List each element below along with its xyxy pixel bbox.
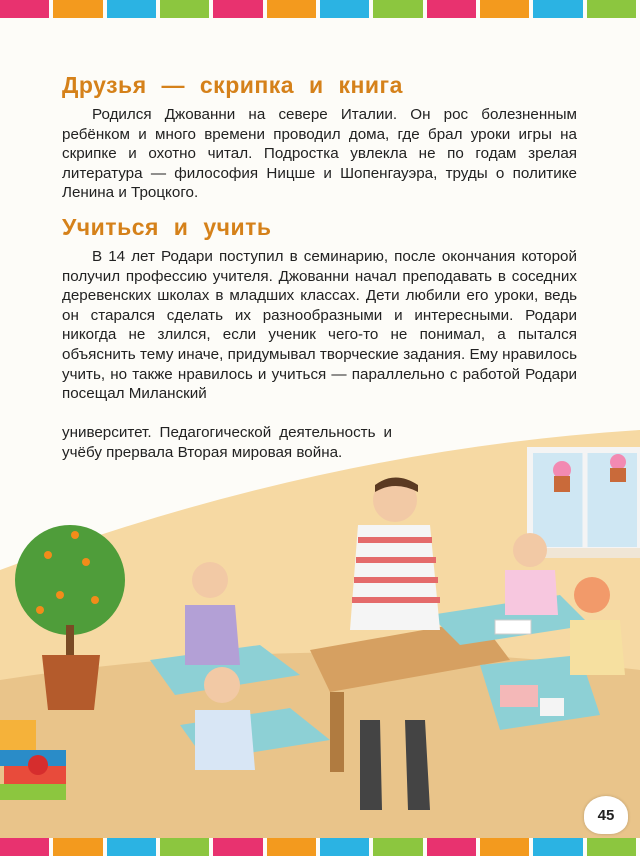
page-number: 45 <box>584 796 628 834</box>
stripe-segment <box>427 838 476 856</box>
stripe-segment <box>267 0 316 18</box>
student-boy <box>204 667 240 703</box>
classroom-illustration <box>0 430 640 838</box>
stripe-segment <box>160 0 209 18</box>
stripe-segment <box>480 838 529 856</box>
stripe-segment <box>0 838 49 856</box>
stripe-segment <box>53 838 102 856</box>
stripe-segment <box>53 0 102 18</box>
backpack <box>0 720 36 750</box>
potted-tree <box>15 525 125 635</box>
stripe-segment <box>373 0 422 18</box>
stripe-segment <box>107 0 156 18</box>
stripe-segment <box>0 0 49 18</box>
paragraph-teaching: В 14 лет Родари поступил в семинарию, после окончания которой получил профессию учителя. Джованни начал преподавать в соседних деревенских школах в младших классах. Дети любили его уроки, ведь он старался сделать их разнообразными и интересными. Родари никогда не злился, если ученик чего-то не понимал, а пытался объяснить тему иначе, придумывал творческие задания. Ему нравилось учить, но также нравилось и учиться — параллельно с работой Родари посещал Миланский <box>62 248 577 403</box>
stripe-segment <box>427 0 476 18</box>
stripe-segment <box>533 838 582 856</box>
stripe-segment <box>320 0 369 18</box>
paragraph-teaching-end: университет. Педагогической деятельность и учёбу прервала Вторая мировая война. <box>62 424 392 461</box>
stripe-segment <box>213 838 262 856</box>
stripe-segment <box>587 838 636 856</box>
stripe-segment <box>267 838 316 856</box>
section-heading-friends: Друзья — скрипка и книга <box>62 72 403 98</box>
stripe-segment <box>213 0 262 18</box>
stripe-segment <box>480 0 529 18</box>
stripe-segment <box>373 838 422 856</box>
stripe-segment <box>320 838 369 856</box>
stripe-segment <box>533 0 582 18</box>
stripe-segment <box>160 838 209 856</box>
student-redhead <box>574 577 610 613</box>
stripe-segment <box>107 838 156 856</box>
paragraph-friends: Родился Джованни на севере Италии. Он рос болезненным ребёнком и много времени проводил дома, где брал уроки игры на скрипке и охотно читал. Подростка увлекла не по годам зрелая литература — философия Ницше и Шопенгауэра, труды о политике Ленина и Троцкого. <box>62 106 577 202</box>
bottom-color-stripe <box>0 838 640 856</box>
top-color-stripe <box>0 0 640 18</box>
apple <box>28 755 48 775</box>
student-girl <box>192 562 228 598</box>
student-boy <box>513 533 547 567</box>
section-heading-teaching: Учиться и учить <box>62 214 272 240</box>
stripe-segment <box>587 0 636 18</box>
